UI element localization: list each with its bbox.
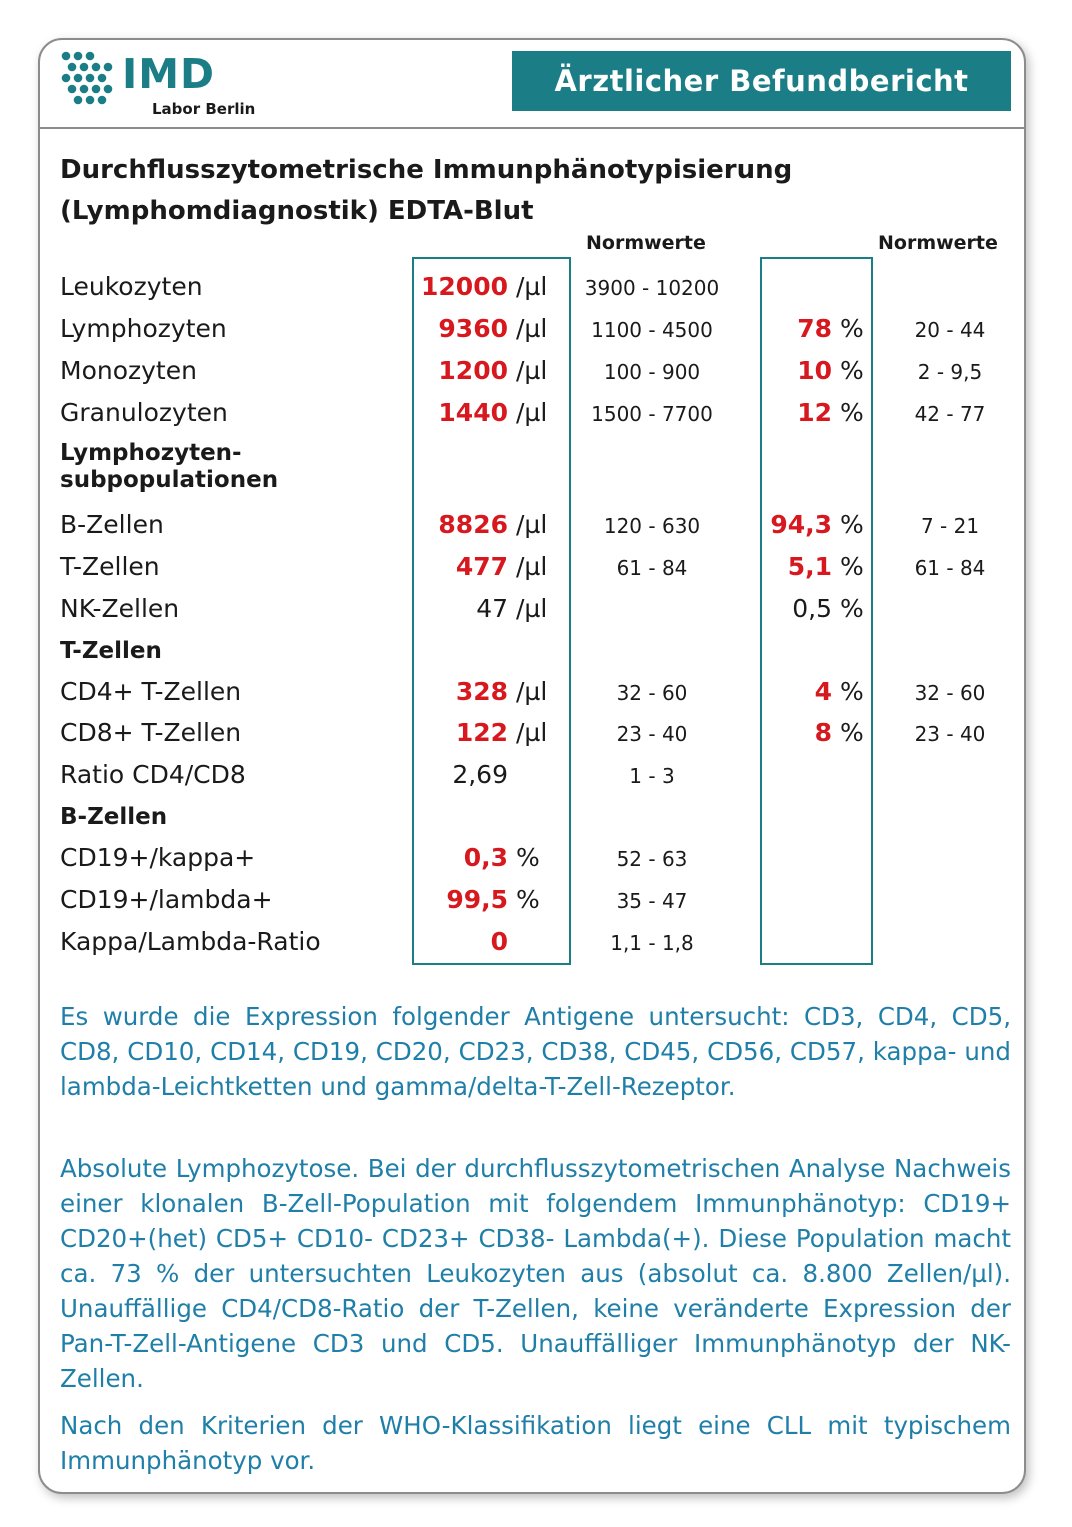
absolute-unit: /µl — [516, 552, 548, 581]
absolute-value: 47 — [476, 594, 508, 623]
logo-dot — [86, 96, 95, 105]
percent-unit: % — [840, 510, 864, 539]
row-label: Granulozyten — [60, 398, 228, 427]
absolute-unit: /µl — [516, 594, 548, 623]
percent-unit: % — [840, 594, 864, 623]
row-label: NK-Zellen — [60, 594, 180, 623]
logo-dot — [74, 52, 83, 61]
percent-value: 12 — [797, 398, 832, 427]
logo-dot — [62, 74, 71, 83]
norm-absolute: 1,1 - 1,8 — [610, 931, 694, 955]
logo-dot — [92, 85, 101, 94]
table-row — [0, 671, 1072, 713]
absolute-value: 0,3 — [463, 843, 508, 872]
table-row — [0, 392, 1072, 434]
col-head-norm-abs: Normwerte — [586, 232, 706, 254]
percent-value: 94,3 — [770, 510, 832, 539]
norm-absolute: 61 - 84 — [616, 556, 688, 580]
percent-value: 5,1 — [787, 552, 832, 581]
logo-dot — [98, 96, 107, 105]
percent-value: 4 — [814, 677, 832, 706]
logo-dots-icon — [60, 48, 120, 108]
percent-value: 8 — [814, 718, 832, 747]
row-label: CD19+/kappa+ — [60, 843, 256, 872]
logo-name: IMD — [122, 50, 216, 98]
absolute-value: 477 — [455, 552, 508, 581]
absolute-unit: /µl — [516, 272, 548, 301]
document-title — [60, 150, 1010, 232]
norm-absolute: 1100 - 4500 — [591, 318, 713, 342]
absolute-unit: /µl — [516, 356, 548, 385]
absolute-value: 8826 — [438, 510, 508, 539]
absolute-value: 9360 — [438, 314, 508, 343]
title-line-2: (Lymphomdiagnostik) EDTA-Blut — [60, 196, 534, 226]
row-label: B-Zellen — [60, 510, 164, 539]
imd-logo — [60, 48, 290, 120]
norm-absolute: 1500 - 7700 — [591, 402, 713, 426]
norm-percent: 32 - 60 — [914, 681, 986, 705]
logo-subtitle: Labor Berlin — [152, 100, 256, 118]
percent-unit: % — [840, 718, 864, 747]
logo-dot — [68, 63, 77, 72]
table-row — [0, 440, 1072, 493]
absolute-value: 122 — [455, 718, 508, 747]
absolute-unit: /µl — [516, 314, 548, 343]
table-row — [0, 796, 1072, 838]
table-row — [0, 837, 1072, 879]
section-heading-line-1: Lymphozyten- — [60, 440, 242, 466]
absolute-value: 328 — [455, 677, 508, 706]
logo-dot — [74, 96, 83, 105]
norm-absolute: 120 - 630 — [603, 514, 701, 538]
percent-value: 10 — [797, 356, 832, 385]
table-row — [0, 546, 1072, 588]
table-row — [0, 588, 1072, 630]
table-row — [0, 308, 1072, 350]
absolute-value: 99,5 — [446, 885, 508, 914]
absolute-value: 12000 — [421, 272, 508, 301]
logo-dot — [74, 74, 83, 83]
logo-dot — [104, 85, 113, 94]
absolute-unit: /µl — [516, 510, 548, 539]
row-label: Monozyten — [60, 356, 197, 385]
table-row — [0, 266, 1072, 308]
percent-unit: % — [840, 677, 864, 706]
percent-unit: % — [840, 356, 864, 385]
logo-dot — [98, 74, 107, 83]
table-row — [0, 504, 1072, 546]
row-label: CD19+/lambda+ — [60, 885, 273, 914]
row-label: Lymphozyten — [60, 314, 227, 343]
header-divider — [38, 127, 1026, 129]
norm-absolute: 23 - 40 — [616, 722, 688, 746]
norm-absolute: 35 - 47 — [616, 889, 688, 913]
absolute-unit: % — [516, 885, 540, 914]
section-heading: B-Zellen — [60, 804, 168, 830]
logo-dot — [86, 52, 95, 61]
table-row — [0, 921, 1072, 963]
norm-percent: 20 - 44 — [914, 318, 986, 342]
norm-absolute: 100 - 900 — [603, 360, 701, 384]
percent-unit: % — [840, 314, 864, 343]
row-label: CD8+ T-Zellen — [60, 718, 242, 747]
norm-percent: 61 - 84 — [914, 556, 986, 580]
row-label: Ratio CD4/CD8 — [60, 760, 246, 789]
percent-value: 0,5 — [792, 594, 832, 623]
norm-percent: 2 - 9,5 — [917, 360, 983, 384]
absolute-unit: % — [516, 843, 540, 872]
absolute-value: 1200 — [438, 356, 508, 385]
table-row — [0, 630, 1072, 672]
norm-absolute: 1 - 3 — [629, 764, 675, 788]
section-heading-line-2: subpopulationen — [60, 467, 279, 493]
paragraph-antigens: Es wurde die Expression folgender Antigene untersucht: CD3, CD4, CD5, CD8, CD10, CD14, CD19, CD20, CD23, CD38, CD45, CD56, CD57, kappa- und lambda-Leichtketten und gamma/delta-T-Zell-Rezeptor. — [60, 1002, 1011, 1101]
logo-dot — [104, 63, 113, 72]
absolute-unit: /µl — [516, 718, 548, 747]
norm-percent: 42 - 77 — [914, 402, 986, 426]
logo-dot — [86, 74, 95, 83]
row-label: CD4+ T-Zellen — [60, 677, 242, 706]
absolute-value: 2,69 — [452, 760, 508, 789]
percent-value: 78 — [797, 314, 832, 343]
norm-absolute: 3900 - 10200 — [584, 276, 720, 300]
row-label: T-Zellen — [60, 552, 160, 581]
absolute-value: 0 — [490, 927, 508, 956]
title-line-1: Durchflusszytometrische Immunphänotypisierung — [60, 155, 793, 185]
norm-absolute: 32 - 60 — [616, 681, 688, 705]
logo-dot — [92, 63, 101, 72]
row-label: Kappa/Lambda-Ratio — [60, 927, 321, 956]
table-row — [0, 879, 1072, 921]
absolute-value: 1440 — [438, 398, 508, 427]
table-row — [0, 712, 1072, 754]
section-heading: T-Zellen — [60, 638, 162, 664]
table-row — [0, 754, 1072, 796]
logo-dot — [80, 63, 89, 72]
section-heading — [60, 440, 278, 494]
absolute-unit: /µl — [516, 398, 548, 427]
absolute-unit: /µl — [516, 677, 548, 706]
report-type-banner: Ärztlicher Befundbericht — [512, 51, 1011, 111]
paragraph-conclusion: Nach den Kriterien der WHO-Klassifikation liegt eine CLL mit typischem Immunphänotyp vor. — [60, 1411, 1011, 1475]
logo-dot — [68, 85, 77, 94]
row-label: Leukozyten — [60, 272, 203, 301]
norm-percent: 23 - 40 — [914, 722, 986, 746]
norm-percent: 7 - 21 — [920, 514, 980, 538]
norm-absolute: 52 - 63 — [616, 847, 688, 871]
col-head-norm-pct: Normwerte — [878, 232, 998, 254]
logo-dot — [80, 85, 89, 94]
table-row — [0, 350, 1072, 392]
paragraph-findings: Absolute Lymphozytose. Bei der durchflusszytometrischen Analyse Nachweis einer klonalen B-Zell-Population mit folgendem Immunphänotyp: CD19+ CD20+(het) CD5+ CD10- CD23+ CD38- Lambda(+). Diese Population macht ca. 73 % der untersuchten Leukozyten aus (absolut ca. 8.800 Zellen/µl). Unauffällige CD4/CD8-Ratio der T-Zellen, keine veränderte Expression der Pan-T-Zell-Antigene CD3 und CD5. Unauffälliger Immunphänotyp der NK-Zellen. — [60, 1154, 1011, 1393]
percent-unit: % — [840, 398, 864, 427]
percent-unit: % — [840, 552, 864, 581]
logo-dot — [62, 52, 71, 61]
